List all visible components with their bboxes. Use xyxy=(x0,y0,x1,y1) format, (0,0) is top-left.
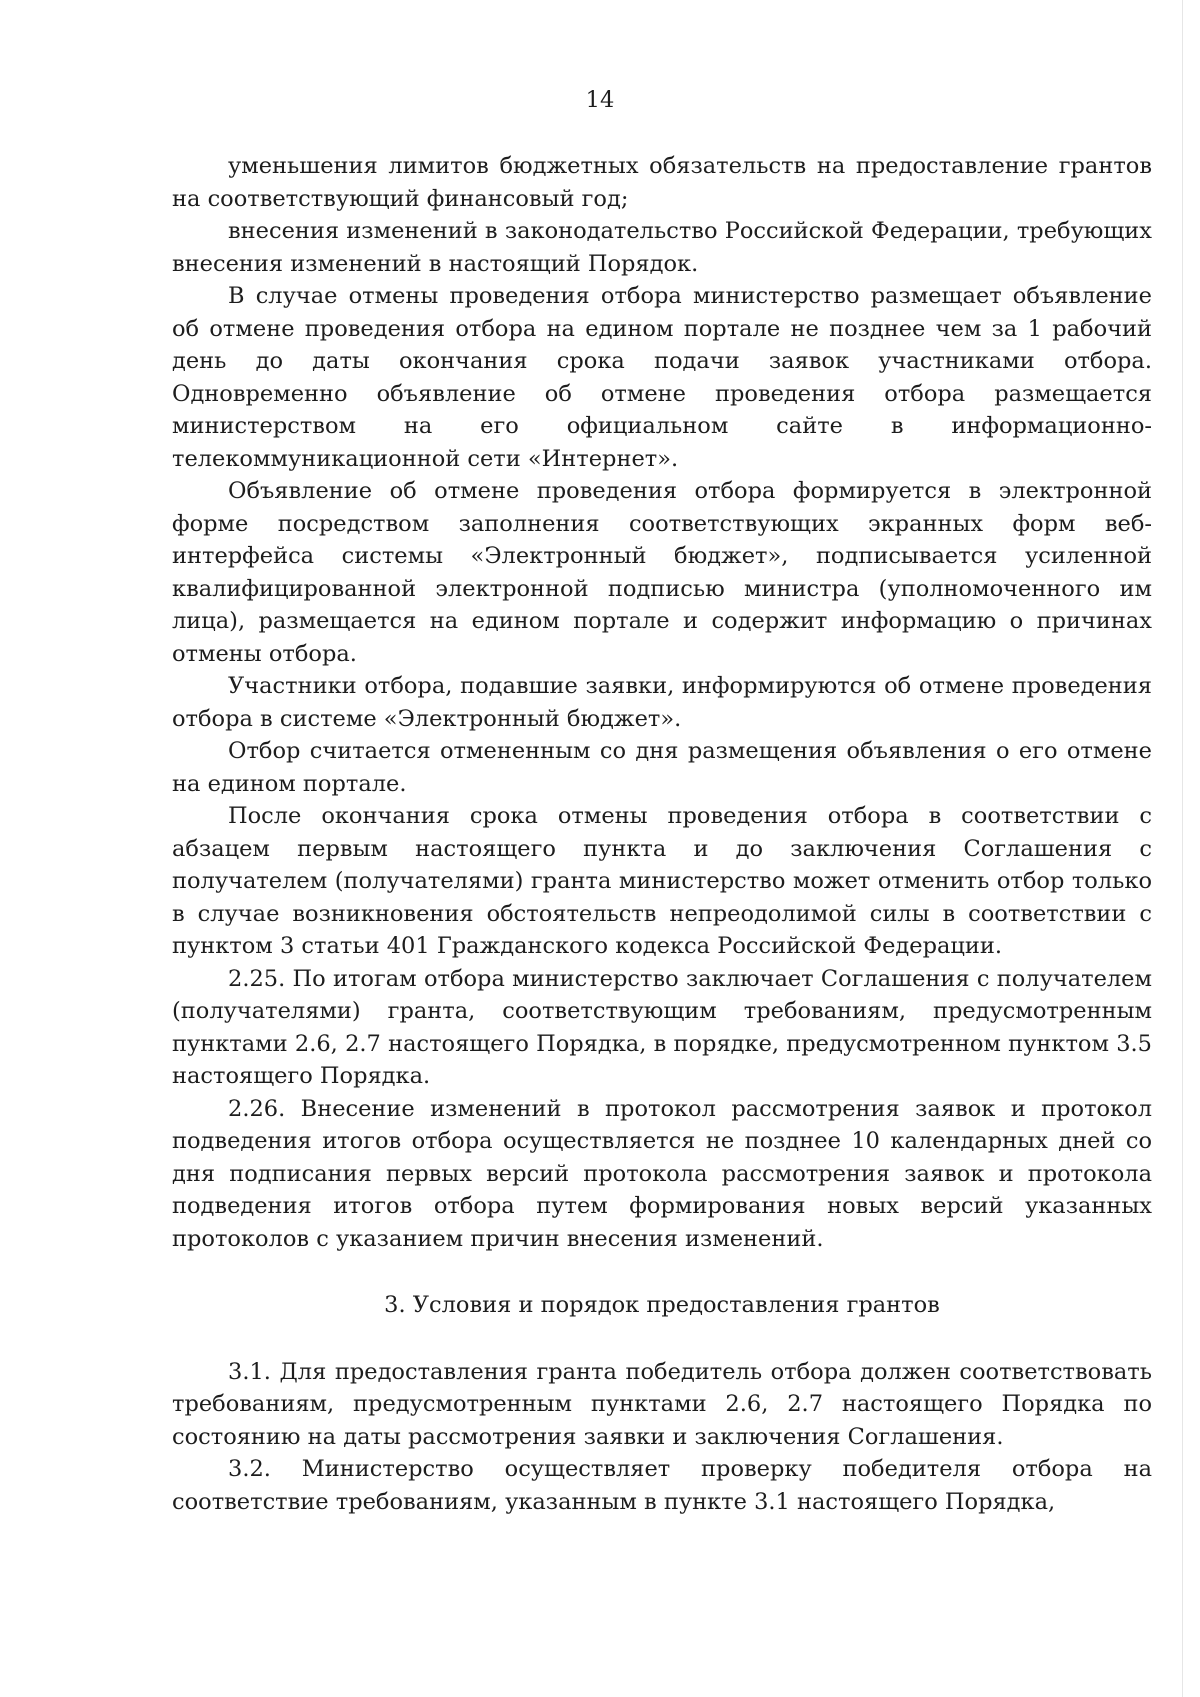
document-body xyxy=(172,150,1152,1518)
paragraph-participants-informed: Участники отбора, подавшие заявки, информируются об отмене проведения отбора в системе «Электронный бюджет». xyxy=(172,673,1152,732)
page-number: 14 xyxy=(585,87,615,113)
scan-margin-line xyxy=(1182,0,1183,1697)
paragraph-selection-cancellation: В случае отмены проведения отбора министерство размещает объявление об отмене проведения отбора на едином портале не позднее чем за 1 рабочий день до даты окончания срока подачи заявок участниками отбора. Одновременно объявление об отмене проведения отбора размещается министерством на его официальном сайте в информационно-телекоммуникационной сети «Интернет». xyxy=(172,283,1152,472)
section-heading: 3. Условия и порядок предоставления грантов xyxy=(384,1292,940,1318)
paragraph-3-2: 3.2. Министерство осуществляет проверку победителя отбора на соответствие требованиям, указанным в пункте 3.1 настоящего Порядка, xyxy=(172,1456,1152,1515)
paragraph-2-25: 2.25. По итогам отбора министерство заключает Соглашения с получателем (получателями) гранта, соответствующим требованиям, предусмотренным пунктами 2.6, 2.7 настоящего Порядка, в порядке, предусмотренном пунктом 3.5 настоящего Порядка. xyxy=(172,965,1152,1089)
paragraph-budget-limits: уменьшения лимитов бюджетных обязательств на предоставление грантов на соответствующий финансовый год; xyxy=(172,153,1152,212)
paragraph-cancellation-announcement: Объявление об отмене проведения отбора формируется в электронной форме посредством заполнения соответствующих экранных форм веб-интерфейса системы «Электронный бюджет», подписывается усиленной квалифицированной электронной подписью министра (уполномоченного им лица), размещается на едином портале и содержит информацию о причинах отмены отбора. xyxy=(172,478,1152,667)
paragraph-3-1: 3.1. Для предоставления гранта победитель отбора должен соответствовать требованиям, предусмотренным пунктами 2.6, 2.7 настоящего Порядка по состоянию на даты рассмотрения заявки и заключения Соглашения. xyxy=(172,1358,1152,1450)
paragraph-selection-cancelled: Отбор считается отмененным со дня размещения объявления о его отмене на едином портале. xyxy=(172,738,1152,797)
paragraph-2-26: 2.26. Внесение изменений в протокол рассмотрения заявок и протокол подведения итогов отбора осуществляется не позднее 10 календарных дней со дня подписания первых версий протокола рассмотрения заявок и протокола подведения итогов отбора путем формирования новых версий указанных протоколов с указанием причин внесения изменений. xyxy=(172,1095,1152,1252)
paragraph-force-majeure: После окончания срока отмены проведения отбора в соответствии с абзацем первым настоящего пункта и до заключения Соглашения с получателем (получателями) гранта министерство может отменить отбор только в случае возникновения обстоятельств непреодолимой силы в соответствии с пунктом 3 статьи 401 Гражданского кодекса Российской Федерации. xyxy=(172,803,1152,959)
paragraph-legislation-changes: внесения изменений в законодательство Российской Федерации, требующих внесения изменений в настоящий Порядок. xyxy=(172,218,1152,277)
